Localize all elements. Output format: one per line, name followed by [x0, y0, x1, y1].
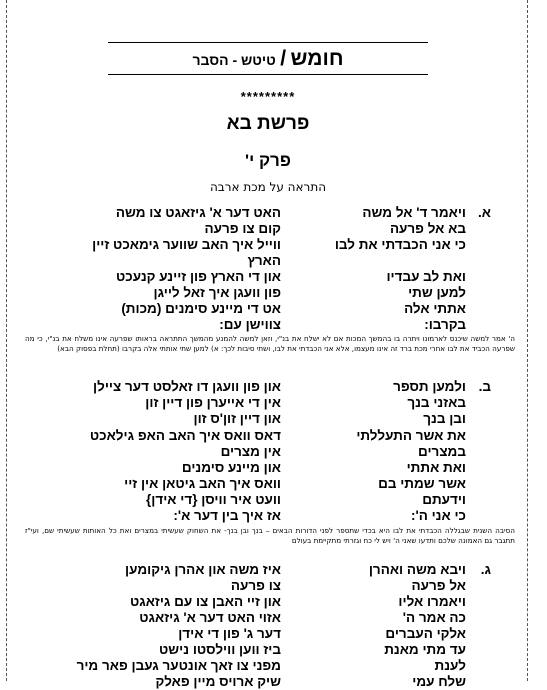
verse-hebrew: לענת	[434, 658, 466, 673]
verse-yiddish: און דיין זון'ס זון	[193, 411, 281, 426]
verse-hebrew: כי אני ה':	[411, 508, 466, 523]
verse-yiddish: און זיי האבן צו עם גיזאגט	[129, 594, 281, 609]
verse-row	[7, 300, 529, 317]
verse-row	[7, 427, 529, 444]
verse-yiddish: קום צו פרעה	[204, 221, 281, 236]
verse-hebrew: למען שתי	[408, 285, 466, 300]
verse-hebrew: כה אמר ה'	[402, 610, 466, 625]
verse-yiddish: וועט איר וויסן {די אידן}	[146, 492, 281, 507]
verse-row	[7, 443, 529, 460]
verse-hebrew: ובן בנך	[423, 411, 466, 426]
verse-row	[7, 236, 529, 253]
verse-row	[7, 475, 529, 492]
verse-hebrew: אל פרעה	[411, 578, 466, 593]
verse-row	[7, 561, 529, 578]
verse-row	[7, 507, 529, 524]
verse-hebrew: ויבא משה ואהרן	[368, 562, 466, 577]
header-sub: טיטש - הסבר	[192, 52, 276, 68]
stars-divider: *********	[240, 89, 296, 104]
verse-yiddish: צווישן עם:	[219, 317, 281, 332]
verse-hebrew: ויאמר ד' אל משה	[362, 205, 466, 220]
verse-yiddish: דער ג' פון די אידן	[178, 626, 281, 641]
commentary-note-1: ה' אמר למשה שיכנס לארמונו ויתרה בו בהמשך המכות אם לא ישלח את בנ"י, וזאן למשה להמנע מהמשך התתראה בראותו שפרעה אינו משלח את בנ"י, כי מה שפרעה הכביד את לבו אחרי מכת ברד זה אינו מעצמו, אלא אני הכבדתי את לבו, ושתי סיבות לכך: א) למען שתי אותתי אלה בקרבו (תחלת בפסוק הבא)	[25, 334, 515, 353]
verse-row	[7, 625, 529, 642]
verse-yiddish: הארץ	[247, 253, 281, 268]
verse-row	[7, 673, 529, 690]
verse-row	[7, 220, 529, 237]
verse-row	[7, 204, 529, 221]
verse-hebrew: שלח עמי	[412, 674, 466, 689]
verse-hebrew: אלקי העברים	[385, 626, 466, 641]
verse-hebrew: באזני בנך	[407, 395, 466, 410]
verse-hebrew: אשר שמתי בם	[378, 476, 466, 491]
verse-yiddish: וואס איך האב גיטאן אין זיי	[124, 476, 281, 491]
header-separator: /	[280, 47, 287, 70]
verse-row	[7, 577, 529, 594]
section-subtitle: התראה על מכת ארבה	[209, 180, 327, 194]
verse-yiddish: ביז ווען ווילסטו נישט	[159, 642, 281, 657]
perek-title: פרק י'	[245, 151, 291, 170]
verse-yiddish: אין די אייערן פון דיין זון	[145, 395, 281, 410]
header-top-rule	[108, 42, 428, 43]
verse-row	[7, 284, 529, 301]
verse-hebrew: ואת אתתי	[406, 460, 466, 475]
verse-number: ג.	[480, 562, 491, 577]
verse-hebrew: וידעתם	[422, 492, 466, 507]
verse-row	[7, 316, 529, 333]
verse-yiddish: אז איך בין דער א':	[173, 508, 281, 523]
parsha-title: פרשת בא	[226, 113, 310, 134]
verse-yiddish: אזוי האט דער א' גיזאגט	[139, 610, 281, 625]
verse-yiddish: אט די מיינע סימנים (מכות)	[121, 301, 281, 316]
verse-row	[7, 268, 529, 285]
verse-yiddish: ווייל איך האב שווער גימאכט זיין	[92, 237, 281, 252]
verse-hebrew: בא אל פרעה	[389, 221, 466, 236]
verse-row	[7, 410, 529, 427]
header-main: חומש	[290, 47, 344, 70]
verse-yiddish: און פון וועגן דו זאלסט דער ציילן	[93, 379, 281, 394]
verse-hebrew: ולמען תספר	[393, 379, 466, 394]
verse-yiddish: האט דער א' גיזאגט צו משה	[115, 205, 281, 220]
verse-yiddish: מפני צו זאך אונטער געבן פאר מיר	[76, 658, 281, 673]
verse-row	[7, 657, 529, 674]
header-bottom-rule	[108, 74, 428, 75]
page-header	[108, 47, 428, 69]
verse-row	[7, 641, 529, 658]
verse-row	[7, 252, 529, 269]
verse-yiddish: און די הארץ פון זיינע קנעכט	[116, 269, 281, 284]
verse-hebrew: את אשר התעללתי	[356, 428, 466, 443]
verse-number: א.	[478, 205, 491, 220]
verse-yiddish: איז משה און אהרן גיקומען	[125, 562, 281, 577]
verse-yiddish: דאס וואס איך האב האפ גילאכט	[89, 428, 281, 443]
verse-row	[7, 491, 529, 508]
verse-hebrew: בקרבו:	[424, 317, 466, 332]
verse-hebrew: עד מתי מאנת	[384, 642, 466, 657]
verse-yiddish: און מיינע סימנים	[181, 460, 281, 475]
verse-row	[7, 609, 529, 626]
verse-row	[7, 459, 529, 476]
verse-row	[7, 593, 529, 610]
verse-hebrew: ויאמרו אליו	[398, 594, 466, 609]
verse-hebrew: ואת לב עבדיו	[386, 269, 466, 284]
verse-yiddish: צו פרעה	[230, 578, 281, 593]
verse-yiddish: אין מצרים	[220, 444, 281, 459]
verse-row	[7, 394, 529, 411]
verse-yiddish: פון וועגן איך זאל לייגן	[153, 285, 281, 300]
verse-hebrew: במצרים	[418, 444, 466, 459]
verse-row	[7, 378, 529, 395]
verse-hebrew: אתתי אלה	[404, 301, 466, 316]
page	[6, 0, 528, 689]
verse-hebrew: כי אני הכבדתי את לבו	[334, 237, 466, 252]
commentary-note-2: הסיבה השנית שבגללה הכבדתי את לבו היא בכדי שתספר לפני הדורות הבאים – בנך ובן בנך- את השחוק שעשיתי במצרים ואת כל האותות שעשיתי שם, ועי"ז תתגבר גם האמונה שלכם ותדעו שאני ה' ויש לי כח וגזרתי מתקיימת בעולם	[25, 526, 515, 545]
verse-yiddish: שיק ארויס מיין פאלק	[155, 674, 281, 689]
verse-number: ב.	[478, 379, 491, 394]
